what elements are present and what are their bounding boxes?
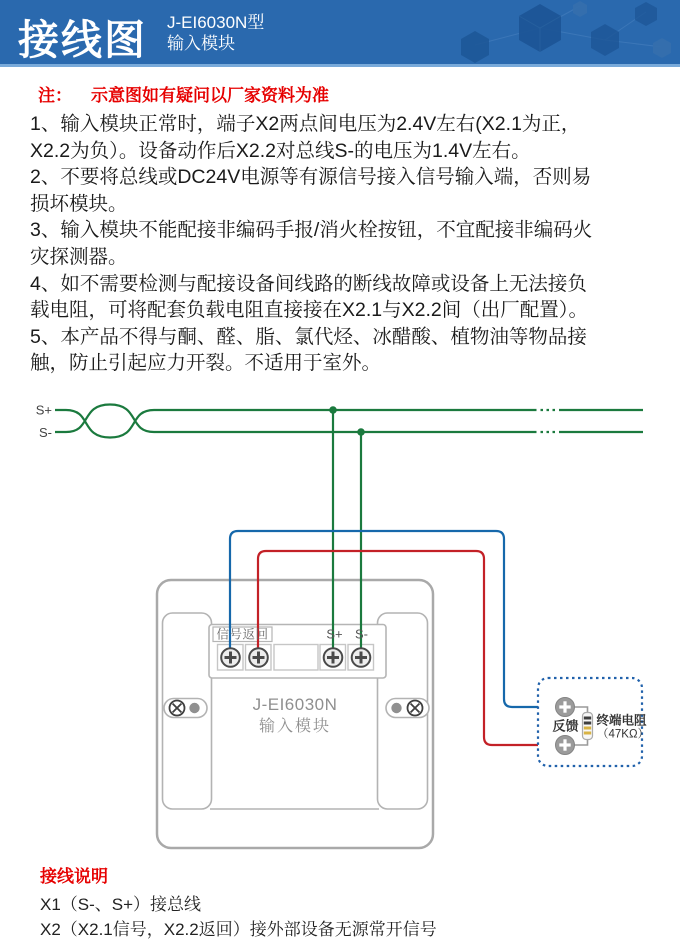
legend-item-x1: X1（S-、S+）接总线 — [40, 895, 202, 914]
decor-cubes — [461, 1, 671, 63]
decor-lines — [475, 6, 662, 47]
twisted-pair-splus — [55, 410, 165, 438]
instruction-line: 2、不要将总线或DC24V电源等有源信号接入信号输入端，否则易 — [30, 166, 592, 189]
note-text: 示意图如有疑问以厂家资料为准 — [91, 86, 329, 105]
input-module — [157, 580, 433, 848]
instruction-line: 1、输入模块正常时，端子X2两点间电压为2.4V左右(X2.1为正， — [30, 113, 581, 135]
header-decoration — [400, 0, 680, 67]
screw-signal — [221, 648, 240, 667]
screw-return — [249, 648, 268, 667]
feedback-screw-top — [556, 698, 575, 717]
feedback-screw-bottom — [556, 736, 575, 755]
legend-item-x2: X2（X2.1信号，X2.2返回）接外部设备无源常开信号 — [40, 920, 437, 939]
splus-junction-dot — [329, 406, 337, 414]
sminus-junction-dot — [357, 428, 365, 436]
terminal-sminus-label: S- — [355, 626, 368, 642]
bus-sminus-label: S- — [39, 425, 52, 440]
instruction-line: 3、输入模块不能配接非编码手报/消火栓按钮，不宜配接非编码火 — [30, 219, 593, 242]
right-mounting-ear — [386, 699, 429, 718]
mounting-hole — [189, 703, 199, 713]
page-title: 接线图 — [18, 17, 147, 63]
module-type: 输入模块 — [258, 718, 332, 735]
model-type: 输入模块 — [167, 34, 235, 53]
header-model — [167, 12, 264, 54]
instruction-line: 灾探测器。 — [30, 245, 128, 268]
screw-sminus — [352, 648, 371, 667]
module-name: J-EI6030N — [252, 695, 338, 714]
terminal-blank-window — [274, 645, 318, 671]
feedback-label: 反馈 — [552, 718, 579, 734]
mounting-hole — [391, 703, 401, 713]
left-mounting-ear — [164, 699, 207, 718]
screw-splus — [324, 648, 343, 667]
instruction-line: 5、本产品不得与酮、醛、脂、氯代烃、冰醋酸、植物油等物品接 — [30, 325, 587, 348]
resistor-name-label: 终端电阻 — [596, 713, 647, 728]
bus-splus-label: S+ — [35, 402, 52, 418]
instruction-line: X2.2为负）。设备动作后X2.2对总线S-的电压为1.4V左右。 — [30, 139, 531, 162]
instruction-line: 载电阻，可将配套负载电阻直接接在X2.1与X2.2间（出厂配置）。 — [30, 299, 588, 322]
note-line — [38, 81, 329, 106]
resistor-value-label: （47KΩ） — [597, 728, 650, 741]
terminal-signal-return-label: 信号返回 — [216, 627, 269, 642]
instructions — [30, 111, 675, 377]
instruction-line: 触，防止引起应力开裂。不适用于室外。 — [30, 352, 382, 375]
feedback-device-box — [538, 678, 649, 766]
twisted-pair-sminus — [55, 405, 165, 433]
header-accent-line — [0, 64, 680, 67]
instruction-line: 4、如不需要检测与配接设备间线路的断线故障或设备上无法接负 — [30, 272, 587, 295]
legend-title: 接线说明 — [40, 867, 108, 886]
wiring-diagram — [0, 385, 680, 855]
instruction-line: 损坏模块。 — [30, 192, 128, 215]
terminal-splus-label: S+ — [326, 626, 343, 642]
terminal-resistor-icon — [583, 713, 593, 740]
note-prefix: 注： — [38, 86, 72, 105]
header — [0, 0, 680, 67]
model-number: J-EI6030N型 — [167, 13, 265, 32]
